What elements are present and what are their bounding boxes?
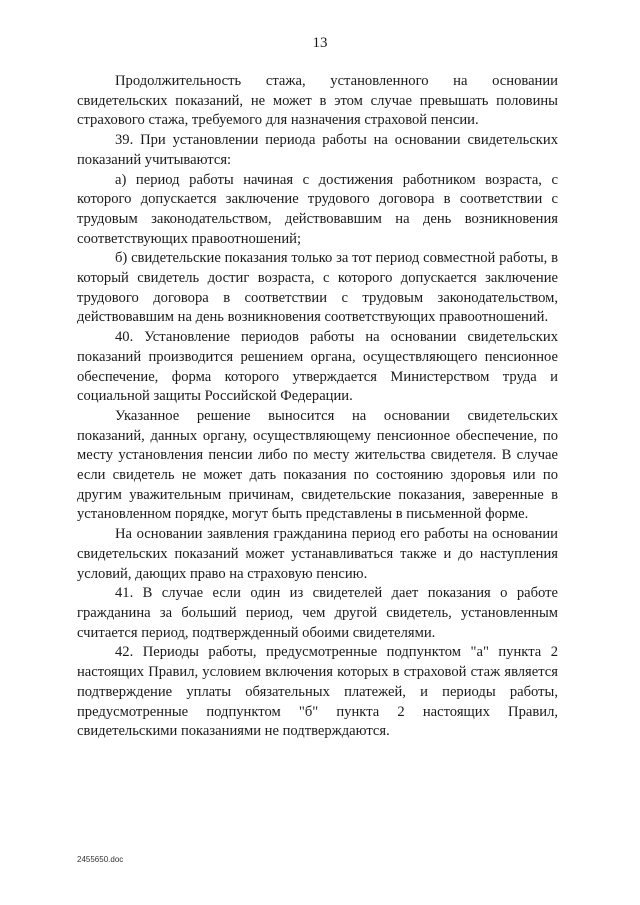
paragraph-clause-39-a: а) период работы начиная с достижения работником возраста, с которого допускается заключение трудового договора в соответствии с трудовым законодательством, действовавшим на день возникновения соответствующих правоотношений; xyxy=(77,171,558,247)
paragraph-clause-39: 39. При установлении периода работы на основании свидетельских показаний учитываются: xyxy=(77,132,558,168)
page-number: 13 xyxy=(312,35,328,51)
document-body xyxy=(77,72,558,742)
paragraph-decision: Указанное решение выносится на основании свидетельских показаний, данных органу, осуществляющему пенсионное обеспечение, по месту установления пенсии либо по месту жительства свидетеля. В случае если свидетель не может дать показания по состоянию здоровья или по другим уважительным причинам, свидетельские показания, заверенные в установленном порядке, могут быть представлены в письменной форме. xyxy=(77,407,558,523)
paragraph-clause-42: 42. Периоды работы, предусмотренные подпунктом "а" пункта 2 настоящих Правил, условием включения которых в страховой стаж является подтверждение уплаты обязательных платежей, и периоды работы, предусмотренные подпунктом "б" пункта 2 настоящих Правил, свидетельскими показаниями не подтверждаются. xyxy=(77,644,558,740)
paragraph-clause-41: 41. В случае если один из свидетелей дает показания о работе гражданина за больший период, чем другой свидетель, установленным считается период, подтвержденный обоими свидетелями. xyxy=(77,585,558,641)
paragraph-application: На основании заявления гражданина период его работы на основании свидетельских показаний может устанавливаться также и до наступления условий, дающих право на страховую пенсию. xyxy=(77,526,558,582)
footer-filename: 2455650.doc xyxy=(77,855,124,864)
paragraph-clause-40: 40. Установление периодов работы на основании свидетельских показаний производится решением органа, осуществляющего пенсионное обеспечение, форма которого утверждается Министерством труда и социальной защиты Российской Федерации. xyxy=(77,329,558,405)
paragraph-stazh-limit: Продолжительность стажа, установленного на основании свидетельских показаний, не может в этом случае превышать половины страхового стажа, требуемого для назначения страховой пенсии. xyxy=(77,73,558,129)
paragraph-clause-39-b: б) свидетельские показания только за тот период совместной работы, в который свидетель достиг возраста, с которого допускается заключение трудового договора в соответствии с трудовым законодательством, действовавшим на день возникновения соответствующих правоотношений. xyxy=(77,250,558,326)
